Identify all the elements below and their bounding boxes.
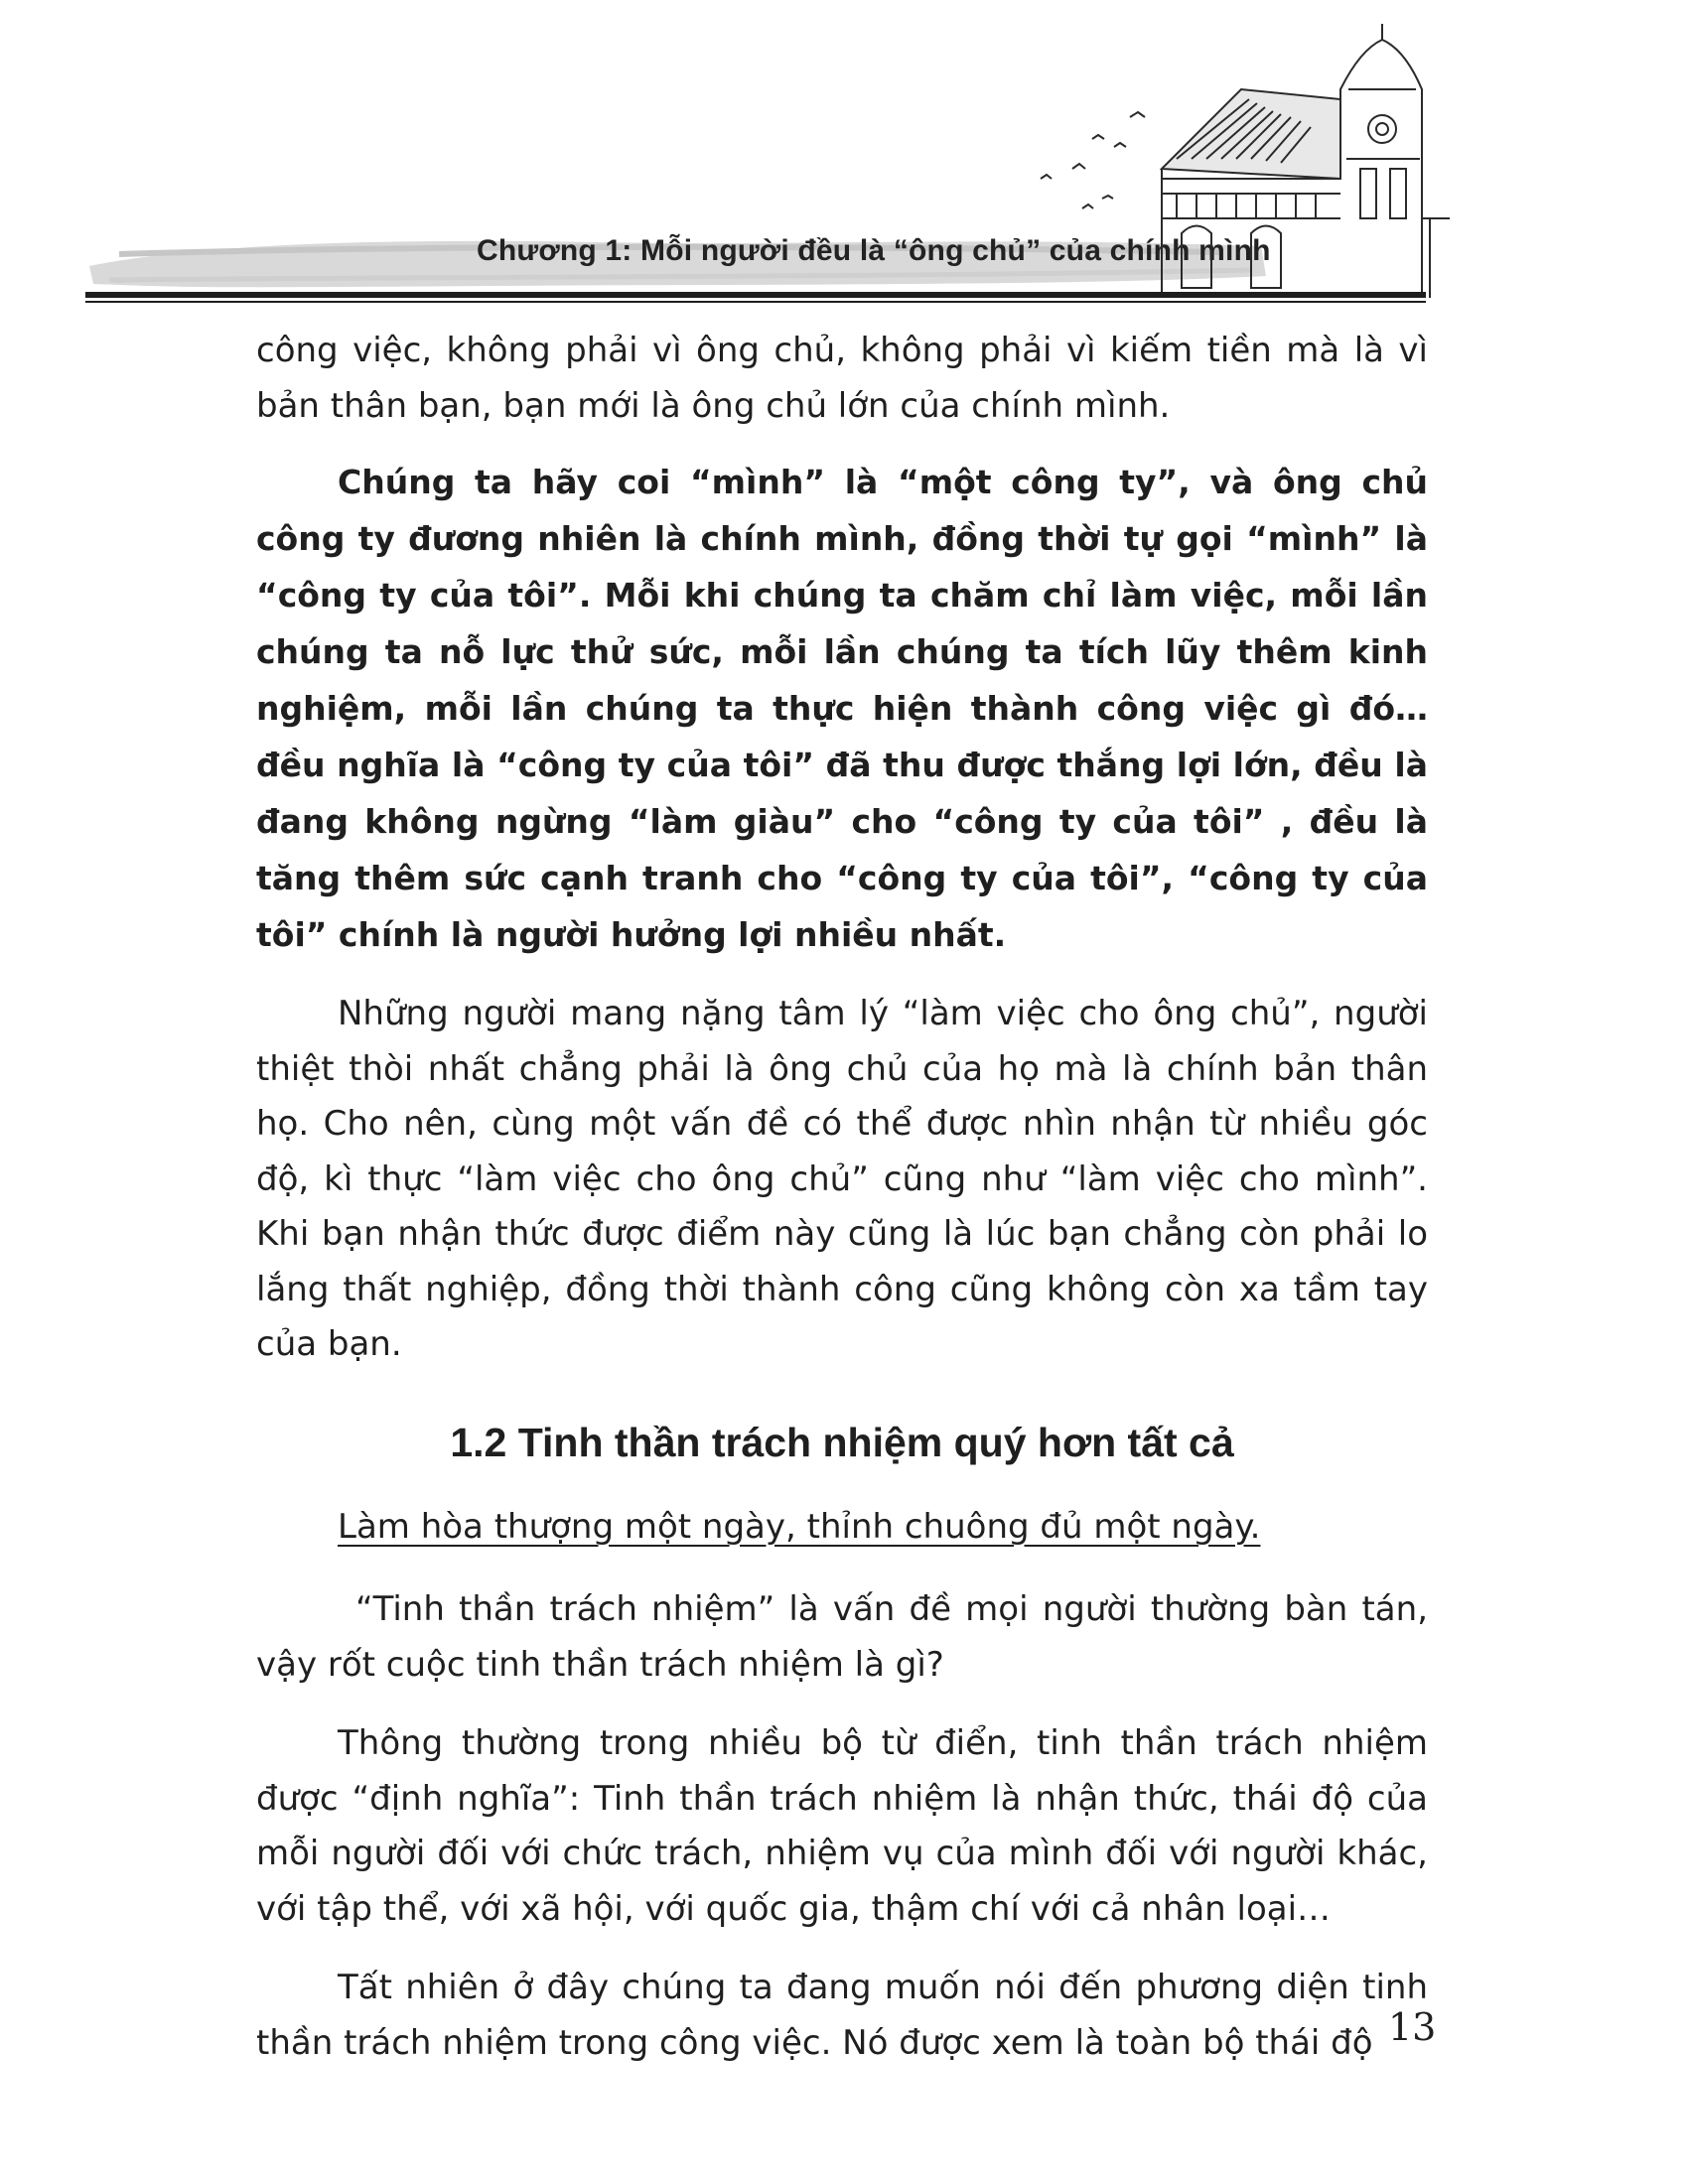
proverb: Làm hòa thượng một ngày, thỉnh chuông đủ một ngày. bbox=[338, 1506, 1261, 1547]
building-illustration bbox=[1013, 20, 1450, 298]
paragraph: Những người mang nặng tâm lý “làm việc cho ông chủ”, người thiệt thòi nhất chẳng phải là ông chủ của họ mà là chính bản thân họ. Cho nên, cùng một vấn đề có thể được nhìn nhận từ nhiều góc độ, kì thực “làm việc cho ông chủ” cũng như “làm việc cho mình”. Khi bạn nhận thức được điểm này cũng là lúc bạn chẳng còn phải lo lắng thất nghiệp, đồng thời thành công cũng không còn xa tầm tay của bạn. bbox=[256, 994, 1428, 1364]
chapter-title: Chương 1: Mỗi người đều là “ông chủ” của chính mình bbox=[477, 234, 1271, 267]
header-rule bbox=[85, 292, 1426, 298]
paragraph-bold: Chúng ta hãy coi “mình” là “một công ty”, và ông chủ công ty đương nhiên là chính mình, đồng thời tự gọi “mình” là “công ty của tôi”. Mỗi khi chúng ta chăm chỉ làm việc, mỗi lần chúng ta nỗ lực thử sức, mỗi lần chúng ta tích lũy thêm kinh nghiệm, mỗi lần chúng ta thực hiện thành công việc gì đó… đều nghĩa là “công ty của tôi” đã thu được thắng lợi lớn, đều là đang không ngừng “làm giàu” cho “công ty của tôi” , đều là tăng thêm sức cạnh tranh cho “công ty của tôi”, “công ty của tôi” chính là người hưởng lợi nhiều nhất. bbox=[256, 463, 1428, 954]
page-number: 13 bbox=[1388, 2005, 1437, 2049]
paragraph: công việc, không phải vì ông chủ, không phải vì kiếm tiền mà là vì bản thân bạn, bạn mới là ông chủ lớn của chính mình. bbox=[256, 331, 1428, 426]
paragraph: Thông thường trong nhiều bộ từ điển, tinh thần trách nhiệm được “định nghĩa”: Tinh thần trách nhiệm là nhận thức, thái độ của mỗi người đối với chức trách, nhiệm vụ của mình đối với người khác, với tập thể, với xã hội, với quốc gia, thậm chí với cả nhân loại… bbox=[256, 1723, 1428, 1929]
paragraph: Tất nhiên ở đây chúng ta đang muốn nói đến phương diện tinh thần trách nhiệm trong công việc. Nó được xem là toàn bộ thái độ bbox=[256, 1968, 1428, 2063]
page-body bbox=[256, 318, 1428, 2071]
paragraph: “Tinh thần trách nhiệm” là vấn đề mọi người thường bàn tán, vậy rốt cuộc tinh thần trách nhiệm là gì? bbox=[256, 1589, 1428, 1685]
header-rule-thin bbox=[85, 301, 1426, 303]
running-header bbox=[0, 0, 1688, 318]
section-heading: 1.2 Tinh thần trách nhiệm quý hơn tất cả bbox=[450, 1419, 1234, 1465]
